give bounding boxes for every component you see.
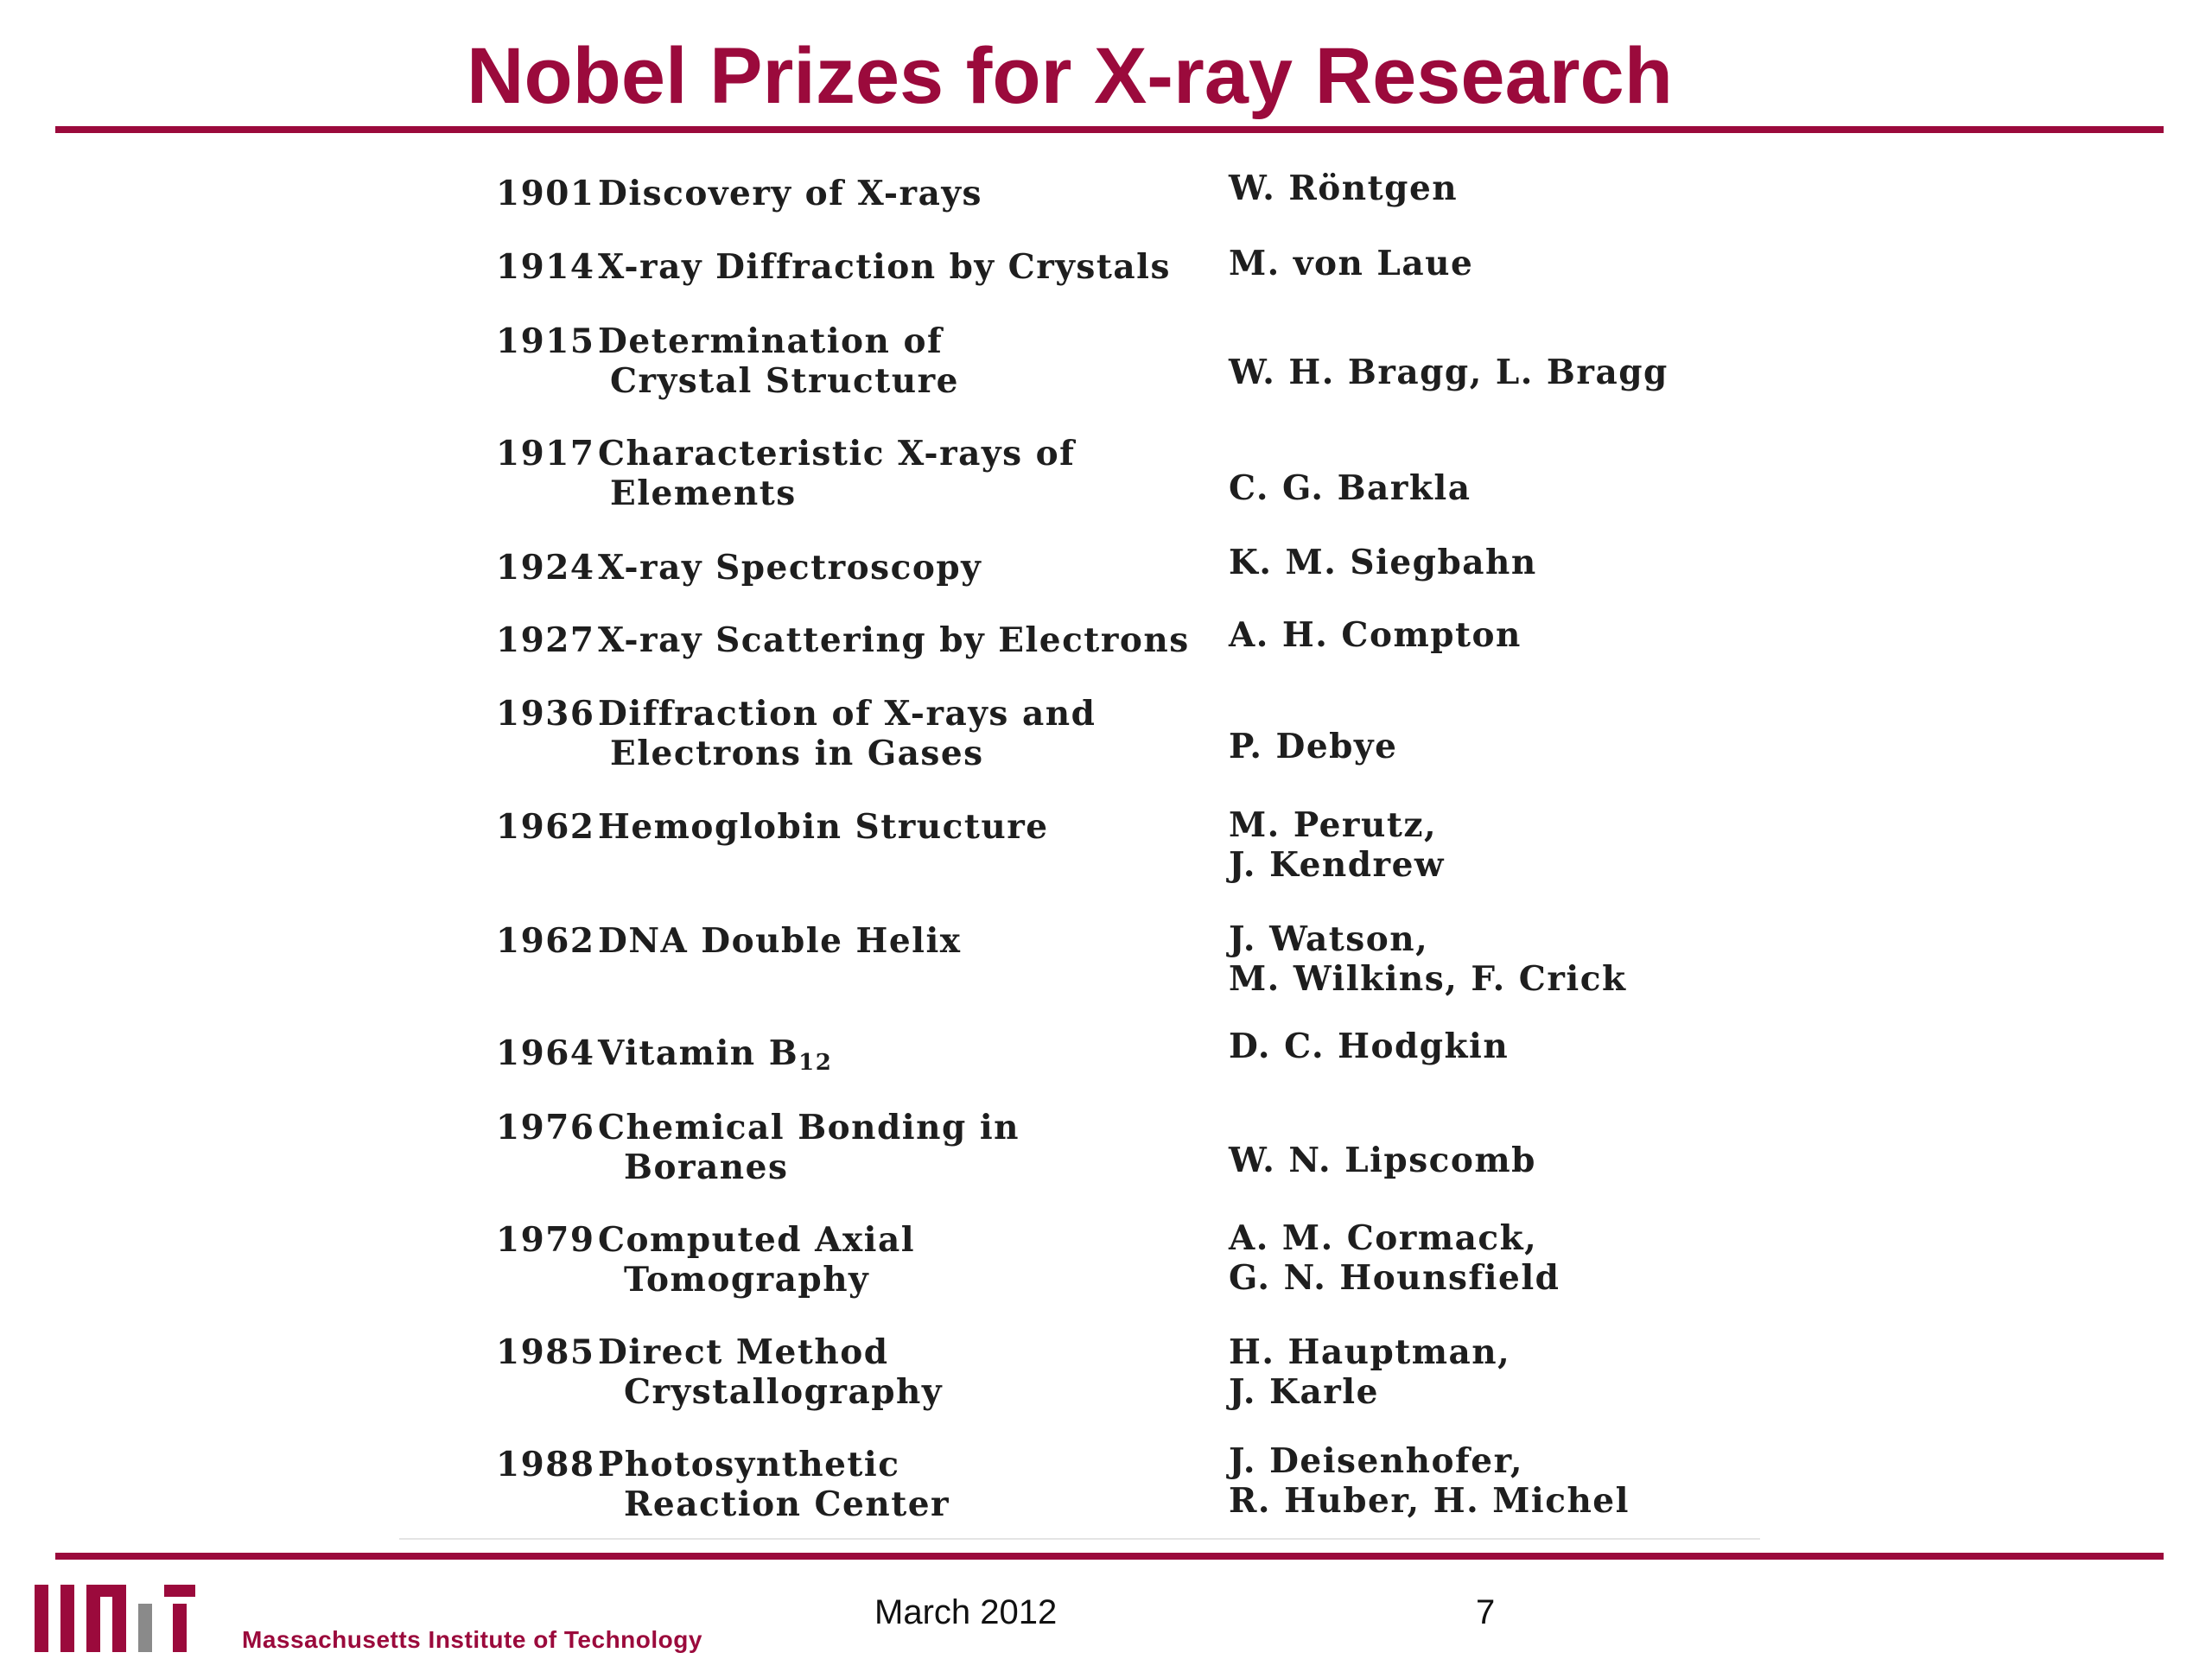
table-bottom-rule xyxy=(399,1538,1760,1540)
laureate-line: M. Perutz, xyxy=(1229,805,1438,845)
subject-line: DNA Double Helix xyxy=(598,921,962,961)
prize-subject xyxy=(598,1033,832,1083)
prize-laureates xyxy=(1229,919,1626,999)
prize-entry-1988 xyxy=(0,1441,2212,1548)
laureate-line: J. Karle xyxy=(1229,1372,1379,1412)
prize-laureates xyxy=(1229,1027,1509,1066)
laureate-line: M. Wilkins, F. Crick xyxy=(1229,959,1627,999)
prize-laureates xyxy=(1229,615,1522,655)
prize-laureates xyxy=(1229,168,1458,208)
subject-subscript: 12 xyxy=(798,1050,833,1076)
prize-subject xyxy=(598,694,1096,773)
prize-year: 1985 xyxy=(496,1332,595,1372)
prize-laureates xyxy=(1229,353,1669,392)
logo-bar xyxy=(173,1604,187,1652)
subject-line: Chemical Bonding in xyxy=(598,1108,1020,1147)
subject-line: Elements xyxy=(610,474,797,513)
prize-year: 1988 xyxy=(496,1445,595,1484)
prize-year: 1936 xyxy=(496,694,595,734)
subject-line: Characteristic X-rays of xyxy=(598,434,1076,474)
prize-laureates xyxy=(1229,543,1537,582)
prize-entry-1962-dna xyxy=(0,921,2212,1025)
laureate-line: W. H. Bragg, L. Bragg xyxy=(1229,353,1669,392)
laureate-line: R. Huber, H. Michel xyxy=(1229,1481,1630,1521)
subject-line: Electrons in Gases xyxy=(610,734,984,773)
prize-year: 1915 xyxy=(496,321,595,361)
prize-year: 1976 xyxy=(496,1108,595,1147)
laureate-line: J. Kendrew xyxy=(1229,845,1445,885)
subject-line: X-ray Scattering by Electrons xyxy=(598,620,1190,660)
laureate-line: G. N. Hounsfield xyxy=(1229,1258,1560,1298)
prize-entry-1979 xyxy=(0,1220,2212,1324)
laureate-line: A. H. Compton xyxy=(1229,615,1522,655)
prize-entry-1985 xyxy=(0,1332,2212,1436)
prize-laureates xyxy=(1229,1332,1510,1412)
prize-year: 1962 xyxy=(496,807,595,847)
laureate-line: J. Watson, xyxy=(1229,919,1429,959)
footer-divider xyxy=(55,1553,2164,1560)
prize-subject xyxy=(598,174,982,213)
subject-line: X-ray Spectroscopy xyxy=(598,548,982,588)
subject-line: Determination of xyxy=(598,321,944,361)
prize-year: 1964 xyxy=(496,1033,595,1073)
prize-subject xyxy=(598,921,962,961)
subject-line: Boranes xyxy=(624,1147,789,1187)
logo-bar xyxy=(35,1585,48,1652)
prize-subject xyxy=(598,1445,950,1524)
subject-line: Diffraction of X-rays and xyxy=(598,694,1096,734)
prize-subject xyxy=(598,807,1049,847)
laureate-line: W. Röntgen xyxy=(1229,168,1459,208)
prize-year: 1979 xyxy=(496,1220,595,1260)
laureate-line: D. C. Hodgkin xyxy=(1229,1027,1510,1066)
prize-subject xyxy=(598,1332,943,1412)
prize-laureates xyxy=(1229,1218,1560,1298)
subject-text: Vitamin B xyxy=(598,1033,799,1073)
prize-subject xyxy=(598,548,982,588)
prize-entry-1936 xyxy=(0,694,2212,798)
prize-year: 1901 xyxy=(496,174,595,213)
prize-year: 1914 xyxy=(496,247,595,287)
laureate-line: C. G. Barkla xyxy=(1229,468,1471,508)
prize-subject xyxy=(598,247,1171,287)
prize-year: 1962 xyxy=(496,921,595,961)
prize-year: 1917 xyxy=(496,434,595,474)
prize-year: 1927 xyxy=(496,620,595,660)
subject-line: Hemoglobin Structure xyxy=(598,807,1049,847)
slide-title: Nobel Prizes for X-ray Research xyxy=(467,32,1673,120)
prize-subject xyxy=(598,1108,1020,1187)
prize-subject xyxy=(598,1220,915,1300)
page-number: 7 xyxy=(1476,1593,1496,1631)
subject-line: X-ray Diffraction by Crystals xyxy=(598,247,1171,287)
subject-line: Crystal Structure xyxy=(610,361,959,401)
prize-entry-1962-hemoglobin xyxy=(0,807,2212,911)
prize-laureates xyxy=(1229,244,1473,283)
prize-subject xyxy=(598,434,1075,513)
logo-bar xyxy=(138,1604,152,1652)
laureate-line: P. Debye xyxy=(1229,727,1398,766)
prize-laureates xyxy=(1229,805,1445,885)
prize-laureates xyxy=(1229,1441,1630,1521)
institution-name: Massachusetts Institute of Technology xyxy=(242,1626,702,1653)
prize-entry-1915 xyxy=(0,321,2212,425)
prize-subject xyxy=(598,321,959,401)
mit-logo xyxy=(35,1585,195,1652)
footer-date: March 2012 xyxy=(874,1593,1058,1631)
laureate-line: K. M. Siegbahn xyxy=(1229,543,1537,582)
subject-line: Reaction Center xyxy=(624,1484,950,1524)
prize-subject xyxy=(598,620,1190,660)
laureate-line: A. M. Cormack, xyxy=(1229,1218,1538,1258)
laureate-line: J. Deisenhofer, xyxy=(1229,1441,1523,1481)
laureate-line: W. N. Lipscomb xyxy=(1229,1141,1536,1180)
laureate-line: M. von Laue xyxy=(1229,244,1474,283)
logo-bar xyxy=(60,1585,74,1652)
laureate-line: H. Hauptman, xyxy=(1229,1332,1511,1372)
prize-entry-1917 xyxy=(0,434,2212,537)
prize-laureates xyxy=(1229,1141,1536,1180)
prize-year: 1924 xyxy=(496,548,595,588)
prize-entry-1976 xyxy=(0,1108,2212,1211)
subject-line: Direct Method xyxy=(598,1332,889,1372)
subject-line: Photosynthetic xyxy=(598,1445,900,1484)
logo-bar xyxy=(112,1585,126,1652)
subject-line xyxy=(598,1033,833,1076)
prize-laureates xyxy=(1229,727,1397,766)
subject-line: Computed Axial xyxy=(598,1220,916,1260)
logo-bar xyxy=(164,1585,195,1597)
subject-line: Tomography xyxy=(624,1260,870,1300)
subject-line: Crystallography xyxy=(624,1372,944,1412)
prize-laureates xyxy=(1229,468,1471,508)
subject-line: Discovery of X-rays xyxy=(598,174,982,213)
